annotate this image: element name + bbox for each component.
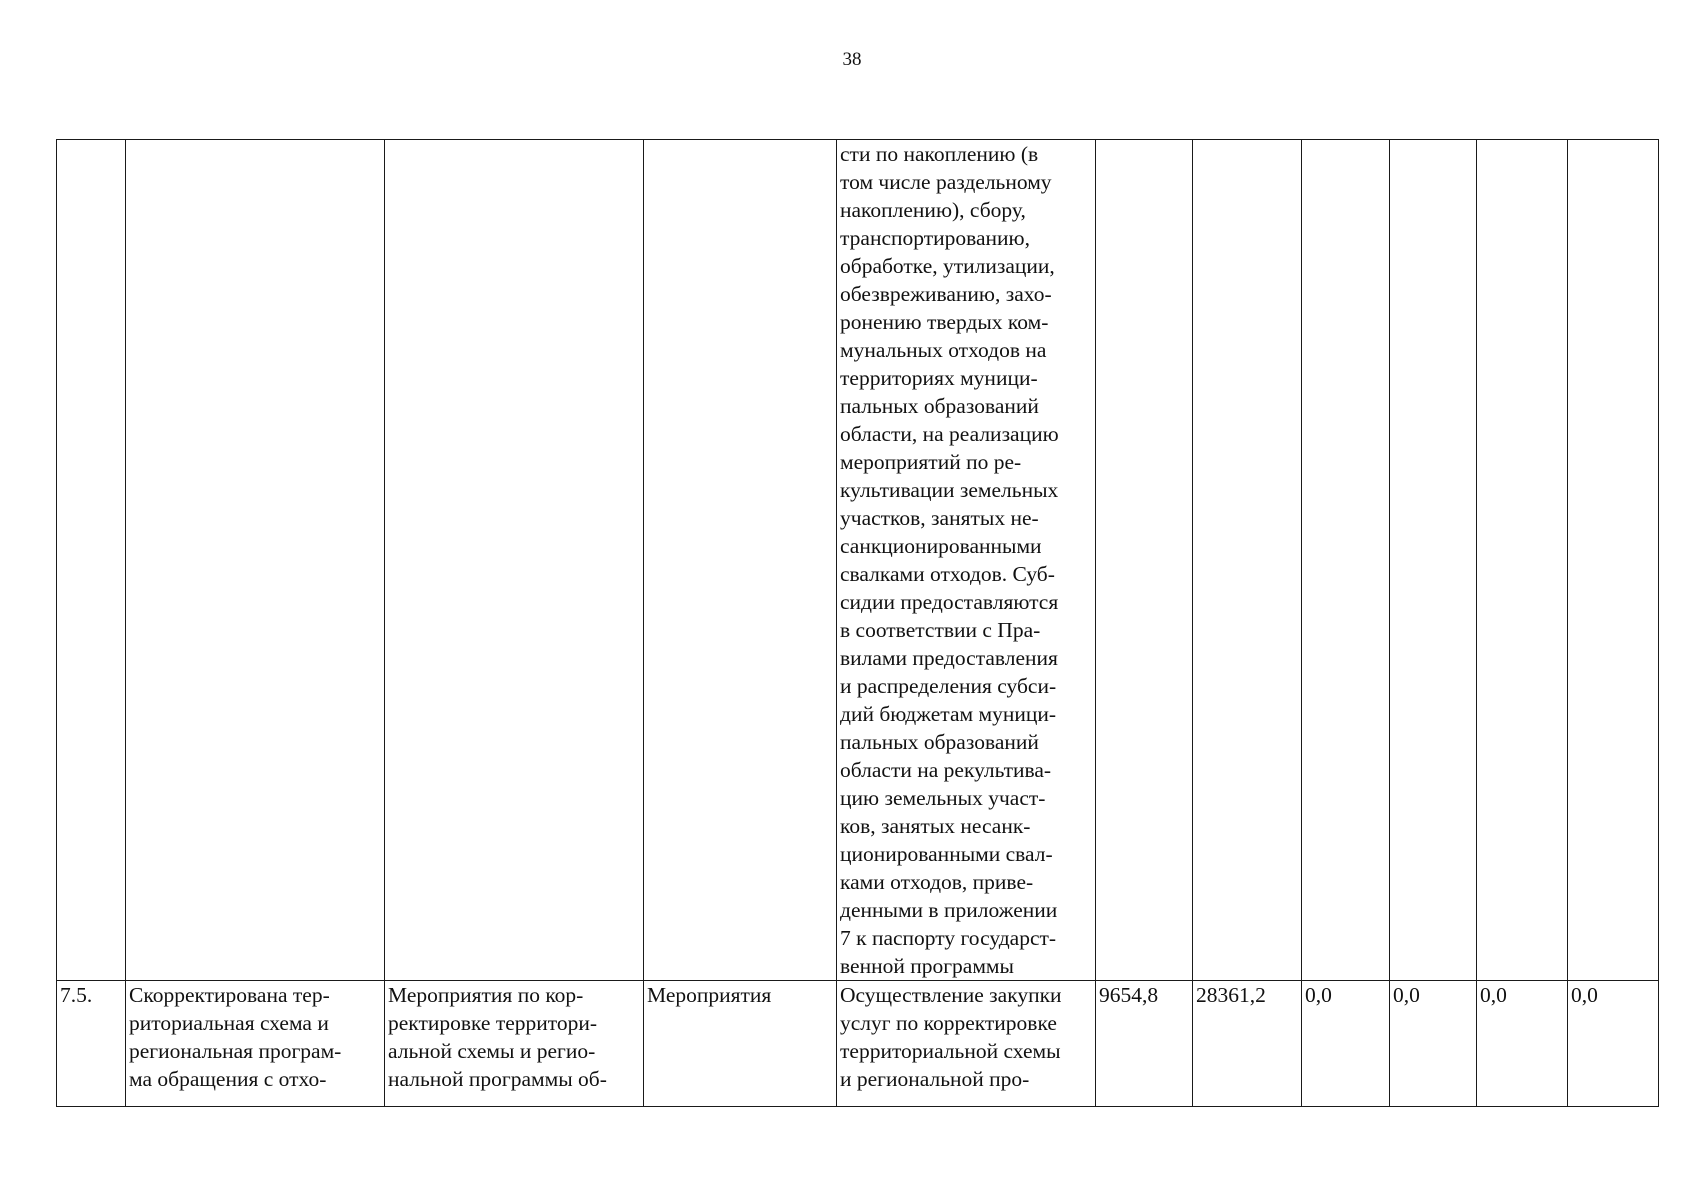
description-line: участков, занятых не- — [840, 506, 1039, 530]
result-line: риториальная схема и — [129, 1011, 329, 1035]
measure-line: ректировке территори- — [388, 1011, 598, 1035]
description-line: культивации земельных — [840, 478, 1059, 502]
table-row-continued — [57, 140, 1659, 981]
description-line: мероприятий по ре- — [840, 450, 1022, 474]
cell-value-1: 9654,8 — [1096, 981, 1193, 1107]
table-row-7-5 — [57, 981, 1659, 1107]
cell-value-1 — [1096, 140, 1193, 981]
description-line: ционированными свал- — [840, 842, 1053, 866]
cell-value-5: 0,0 — [1477, 981, 1568, 1107]
cell-value-3 — [1302, 140, 1390, 981]
description-line: 7 к паспорту государст- — [840, 926, 1057, 950]
result-line: региональная програм- — [129, 1039, 342, 1063]
description-line: вилами предоставления — [840, 646, 1058, 670]
description-line: в соответствии с Пра- — [840, 618, 1041, 642]
measure-line: Мероприятия по кор- — [388, 983, 584, 1007]
cell-description — [837, 981, 1096, 1107]
description-line: ронению твердых ком- — [840, 310, 1049, 334]
description-line: услуг по корректировке — [840, 1011, 1057, 1035]
result-line: Скорректирована тер- — [129, 983, 330, 1007]
cell-value-4 — [1390, 140, 1477, 981]
description-line: обработке, утилизации, — [840, 254, 1055, 278]
cell-number — [57, 140, 126, 981]
description-line: пальных образований — [840, 394, 1039, 418]
page-number: 38 — [842, 49, 862, 70]
description-line: территориях муници- — [840, 366, 1038, 390]
description-line: свалками отходов. Суб- — [840, 562, 1055, 586]
cell-number: 7.5. — [57, 981, 126, 1107]
description-line: обезвреживанию, захо- — [840, 282, 1052, 306]
cell-type — [644, 140, 837, 981]
description-line: накоплению), сбору, — [840, 198, 1026, 222]
description-line: и распределения субси- — [840, 674, 1057, 698]
description-line: венной программы — [840, 954, 1014, 978]
description-line: Осуществление закупки — [840, 983, 1062, 1007]
cell-value-2 — [1193, 140, 1302, 981]
description-line: области, на реализацию — [840, 422, 1059, 446]
description-line: цию земельных участ- — [840, 786, 1046, 810]
description-line: территориальной схемы — [840, 1039, 1061, 1063]
description-line: ков, занятых несанк- — [840, 814, 1031, 838]
cell-value-6: 0,0 — [1568, 981, 1659, 1107]
description-line: дий бюджетам муници- — [840, 702, 1057, 726]
description-line: транспортированию, — [840, 226, 1030, 250]
measure-line: альной схемы и регио- — [388, 1039, 596, 1063]
cell-result — [126, 140, 385, 981]
description-line: и региональной про- — [840, 1067, 1030, 1091]
description-line: сидии предоставляются — [840, 590, 1059, 614]
result-line: ма обращения с отхо- — [129, 1067, 327, 1091]
description-line: санкционированными — [840, 534, 1042, 558]
cell-measure — [385, 140, 644, 981]
cell-type: Мероприятия — [644, 981, 837, 1107]
cell-result — [126, 981, 385, 1107]
cell-measure — [385, 981, 644, 1107]
cell-value-4: 0,0 — [1390, 981, 1477, 1107]
description-line: сти по накоплению (в — [840, 142, 1039, 166]
cell-value-3: 0,0 — [1302, 981, 1390, 1107]
description-line: области на рекультива- — [840, 758, 1052, 782]
cell-value-5 — [1477, 140, 1568, 981]
program-measures-table — [56, 139, 1659, 1107]
description-line: том числе раздельному — [840, 170, 1052, 194]
description-line: пальных образований — [840, 730, 1039, 754]
cell-value-6 — [1568, 140, 1659, 981]
measure-line: нальной программы об- — [388, 1067, 607, 1091]
cell-value-2: 28361,2 — [1193, 981, 1302, 1107]
description-line: денными в приложении — [840, 898, 1058, 922]
cell-description — [837, 140, 1096, 981]
description-line: ками отходов, приве- — [840, 870, 1034, 894]
description-line: мунальных отходов на — [840, 338, 1047, 362]
